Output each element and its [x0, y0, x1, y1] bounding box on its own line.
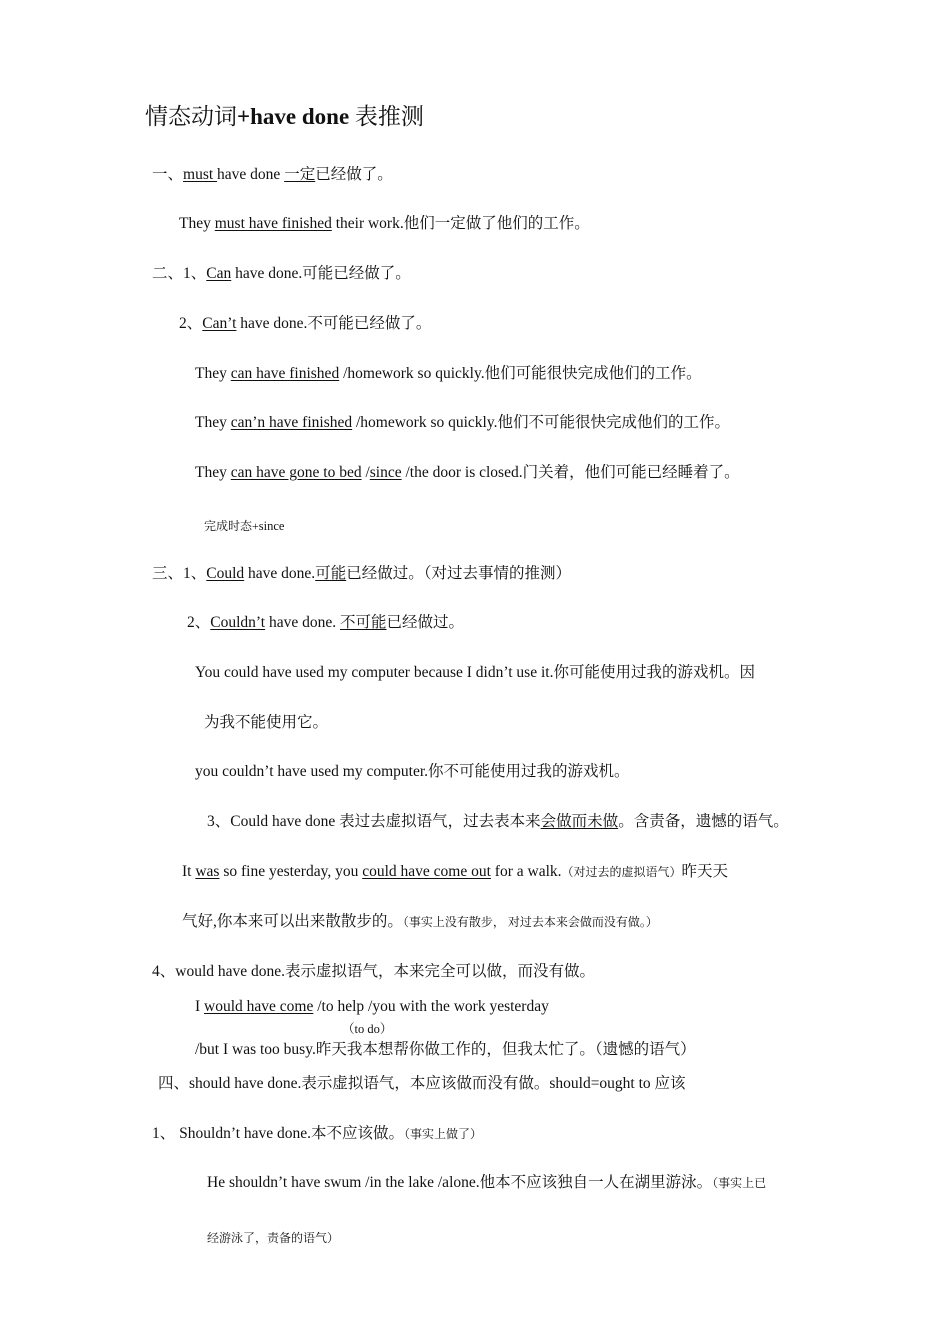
section-2-item-2: 2、Can’t have done.不可能已经做了。 — [179, 315, 432, 332]
example-can-1: They can have finished /homework so quickly.他们可能很快完成他们的工作。 — [195, 365, 702, 382]
example-couldnt: you couldn’t have used my computer.你不可能使用过我的游戏机。 — [195, 763, 630, 780]
page-title: 情态动词+have done 表推测 — [145, 104, 424, 129]
section-3-item-3: 3、Could have done 表过去虚拟语气，过去表本来会做而未做。含责备，遗憾的语气。 — [207, 813, 789, 830]
example-would-note: （to do） — [342, 1022, 393, 1036]
section-1-heading: 一、must have done 一定已经做了。 — [152, 166, 393, 183]
section-3-item-1: 三、1、Could have done.可能已经做过。（对过去事情的推测） — [152, 565, 571, 582]
example-shouldnt-cont: 经游泳了，责备的语气） — [207, 1231, 340, 1245]
example-must: They must have finished their work.他们一定做了他们的工作。 — [179, 215, 590, 232]
example-could-come-out: It was so fine yesterday, you could have come out for a walk.（对过去的虚拟语气）昨天天 — [182, 863, 729, 880]
section-2-item-1: 二、1、Can have done.可能已经做了。 — [152, 265, 411, 282]
note-perfect-since: 完成时态+since — [204, 519, 285, 533]
section-3-item-4: 4、would have done.表示虚拟语气，本来完全可以做，而没有做。 — [152, 963, 596, 980]
example-could-1-cont: 为我不能使用它。 — [204, 714, 329, 731]
example-would: I would have come /to help /you with the work yesterday — [195, 998, 549, 1015]
section-4-heading: 四、should have done.表示虚拟语气，本应该做而没有做。should=ought to 应该 — [158, 1075, 686, 1092]
example-shouldnt: He shouldn’t have swum /in the lake /alone.他本不应该独自一人在湖里游泳。（事实上已 — [207, 1174, 767, 1191]
example-would-cont: /but I was too busy.昨天我本想帮你做工作的，但我太忙了。（遗憾的语气） — [195, 1041, 696, 1058]
example-could-1: You could have used my computer because I didn’t use it.你可能使用过我的游戏机。因 — [195, 664, 755, 681]
example-can-3: They can have gone to bed /since /the door is closed.门关着，他们可能已经睡着了。 — [195, 464, 740, 481]
section-4-item-1: 1、 Shouldn’t have done.本不应该做。（事实上做了） — [152, 1125, 483, 1142]
example-could-come-out-cont: 气好,你本来可以出来散散步的。（事实上没有散步， 对过去本来会做而没有做。） — [182, 913, 658, 930]
section-3-item-2: 2、Couldn’t have done. 不可能已经做过。 — [187, 614, 465, 631]
example-can-2: They can’n have finished /homework so quickly.他们不可能很快完成他们的工作。 — [195, 414, 730, 431]
